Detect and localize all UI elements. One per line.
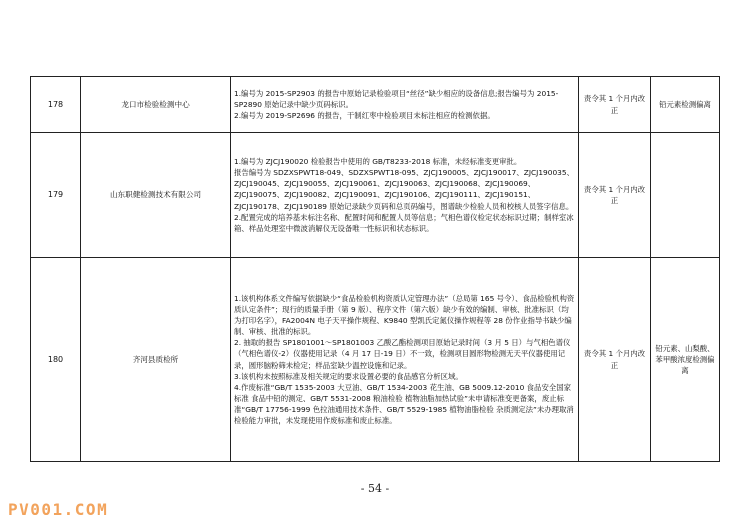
issue-item: 2. 抽取的报告 SP1801001～SP1801003 乙酸乙酯检测项目原始记录时间（3 月 5 日）与气相色谱仪（气相色谱仪-2）仪器使用记录（4 月 17 日-19 日）不一致，检测项目圆形物检测无天平仪器使用记录，圆形脑粉筛未检定；样品室缺少温控设施和记录。 <box>234 338 571 370</box>
issue-item: 3.该机构未按照标准及相关规定的要求设置必要的食品感官分析区域。 <box>234 371 463 381</box>
issue-item: 2.编号为 2019-SP2696 的报告，干制红枣中检验项目未标注相应的检测依据。 <box>234 111 495 121</box>
table-row <box>31 133 720 258</box>
issue-item: 1.编号为 2015-SP2903 的报告中原始记录检验项目“丝径”缺少相应的设备信息;报告编号为 2015-SP2890 原始记录中缺少页码标识。 <box>234 88 559 109</box>
table-row <box>31 258 720 462</box>
row-number: 180 <box>31 258 81 462</box>
issues-cell <box>231 133 579 258</box>
issue-item: 2.配置完成的培养基未标注名称、配置时间和配置人员等信息；气相色谱仪检定状态标识过期；制样室冰箱、样品处理室中微波消解仪无设备唯一性标识和状态标识。 <box>234 212 574 233</box>
issue-item: 1.该机构体系文件编写依据缺少“食品检验机构资质认定管理办法”（总局第 165 号令）、食品检验机构资质认定条件”；现行的质量手册（第 9 版）、程序文件（第六版）缺少有效的编制、审核、批准标识（均为打印名字），FA2004N 电子天平操作规程、K9840 型凯氏定氮仪操作规程等 28 份作业指导书缺少编制、审核、批准的标识。 <box>234 293 575 337</box>
measure-cell: 责令其 1 个月内改正 <box>579 133 651 258</box>
issue-item: 报告编号为 SDZXSPWT18-049、SDZXSPWT18-095、ZJCJ190005、ZJCJ190017、ZJCJ190035、ZJCJ190045、ZJCJ190055、ZJCJ190061、ZJCJ190063、ZJCJ190068、ZJCJ190069、ZJCJ190075、ZJCJ190082、ZJCJ190091、ZJCJ190106、ZJCJ190111、ZJCJ190151、ZJCJ190178、ZJCJ190189 原始记录缺少页码和总页码编号，图谱缺少检验人员和校核人员签字信息。 <box>234 168 574 211</box>
issues-cell <box>231 77 579 133</box>
row-number: 179 <box>31 133 81 258</box>
deviation-item-cell: 铅元素检测偏离 <box>651 77 720 133</box>
page-number: - 54 - <box>360 482 390 495</box>
organization-name: 齐河县质检所 <box>81 258 231 462</box>
organization-name: 龙口市检验检测中心 <box>81 77 231 133</box>
organization-name: 山东职健检测技术有限公司 <box>81 133 231 258</box>
issues-cell <box>231 258 579 462</box>
results-table <box>30 76 720 462</box>
deviation-item-cell: 铅元素、山梨酸、苯甲酸浓度检测偏离 <box>651 258 720 462</box>
issue-item: 1.编号为 ZJCJ190020 检验报告中使用的 GB/T8233-2018 标准，未经标准变更审批。 <box>234 157 522 167</box>
table-row <box>31 77 720 133</box>
watermark: PV001.COM <box>8 500 109 519</box>
measure-cell: 责令其 1 个月内改正 <box>579 77 651 133</box>
measure-cell: 责令其 1 个月内改正 <box>579 258 651 462</box>
deviation-item-cell <box>651 133 720 258</box>
issue-item: 4.作废标准“GB/T 1535-2003 大豆油、GB/T 1534-2003 花生油、GB 5009.12-2010 食品安全国家标准 食品中铅的测定、GB/T 5531-2008 粮油检验 植物油脂加热试验”未申请标准变更备案，废止标准“GB/T 17756-1999 色拉油通用技术条件、GB/T 5529-1985 植物油脂检验 杂质测定法”未办理取消检验能力审批，未发现使用作废标准和废止标准。 <box>234 382 574 426</box>
row-number: 178 <box>31 77 81 133</box>
